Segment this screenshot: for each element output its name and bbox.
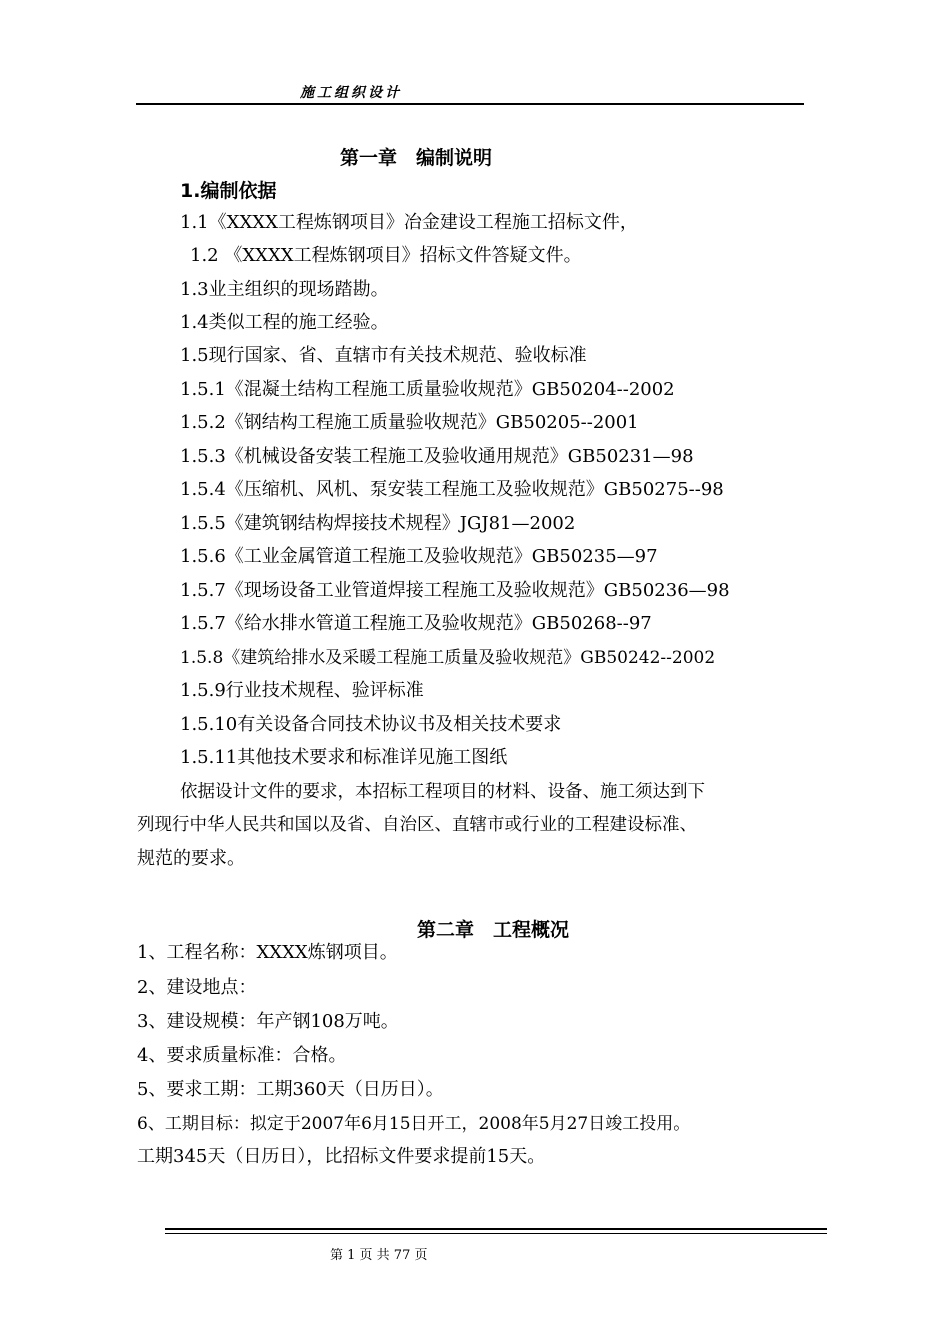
overview-line: 工期345天（日历日），比招标文件要求提前15天。 bbox=[137, 1146, 546, 1167]
basis-line: 1.5.7《给水排水管道工程施工及验收规范》GB50268--97 bbox=[180, 613, 652, 634]
basis-line: 1.5.2《钢结构工程施工质量验收规范》GB50205--2001 bbox=[180, 412, 639, 433]
section-title-basis: 1.编制依据 bbox=[180, 180, 277, 202]
paragraph-line: 依据设计文件的要求，本招标工程项目的材料、设备、施工须达到下 bbox=[180, 782, 705, 802]
basis-line: 1.5.6《工业金属管道工程施工及验收规范》GB50235—97 bbox=[180, 546, 658, 567]
basis-line: 1.5现行国家、省、直辖市有关技术规范、验收标准 bbox=[180, 345, 587, 366]
overview-line: 6、工期目标：拟定于2007年6月15日开工，2008年5月27日竣工投用。 bbox=[137, 1114, 691, 1134]
running-header-title: 施工组织设计 bbox=[300, 85, 402, 101]
paragraph-line: 规范的要求。 bbox=[137, 848, 245, 869]
basis-line: 1.2 《XXXX工程炼钢项目》招标文件答疑文件。 bbox=[190, 245, 582, 266]
basis-line: 1.5.3《机械设备安装工程施工及验收通用规范》GB50231—98 bbox=[180, 446, 694, 467]
overview-line: 5、要求工期：工期360天（日历日）。 bbox=[137, 1079, 444, 1100]
basis-line: 1.5.9行业技术规程、验评标准 bbox=[180, 680, 424, 701]
header-divider bbox=[136, 103, 804, 105]
basis-line: 1.5.11其他技术要求和标准详见施工图纸 bbox=[180, 747, 508, 768]
chapter-1-title: 第一章 编制说明 bbox=[340, 147, 493, 169]
footer-divider bbox=[165, 1228, 827, 1230]
basis-line: 1.3业主组织的现场踏勘。 bbox=[180, 279, 389, 300]
basis-line: 1.5.7《现场设备工业管道焊接工程施工及验收规范》GB50236—98 bbox=[180, 580, 730, 601]
basis-line: 1.5.4《压缩机、风机、泵安装工程施工及验收规范》GB50275--98 bbox=[180, 479, 724, 500]
overview-line: 3、建设规模：年产钢108万吨。 bbox=[137, 1011, 399, 1032]
basis-line: 1.5.10有关设备合同技术协议书及相关技术要求 bbox=[180, 714, 562, 735]
overview-line: 2、建设地点： bbox=[137, 977, 257, 998]
basis-line: 1.4类似工程的施工经验。 bbox=[180, 312, 389, 333]
paragraph-line: 列现行中华人民共和国以及省、自治区、直辖市或行业的工程建设标准、 bbox=[137, 815, 697, 835]
page-number: 第 1 页 共 77 页 bbox=[330, 1248, 428, 1263]
basis-line: 1.5.1《混凝土结构工程施工质量验收规范》GB50204--2002 bbox=[180, 379, 675, 400]
footer-divider-thin bbox=[165, 1233, 827, 1234]
overview-line: 4、要求质量标准：合格。 bbox=[137, 1045, 347, 1066]
overview-line: 1、工程名称：XXXX炼钢项目。 bbox=[137, 942, 398, 963]
basis-line: 1.5.8《建筑给排水及采暖工程施工质量及验收规范》GB50242--2002 bbox=[180, 648, 716, 668]
basis-line: 1.5.5《建筑钢结构焊接技术规程》JGJ81—2002 bbox=[180, 513, 576, 534]
basis-line: 1.1《XXXX工程炼钢项目》冶金建设工程施工招标文件， bbox=[180, 212, 638, 233]
chapter-2-title: 第二章 工程概况 bbox=[417, 919, 570, 941]
